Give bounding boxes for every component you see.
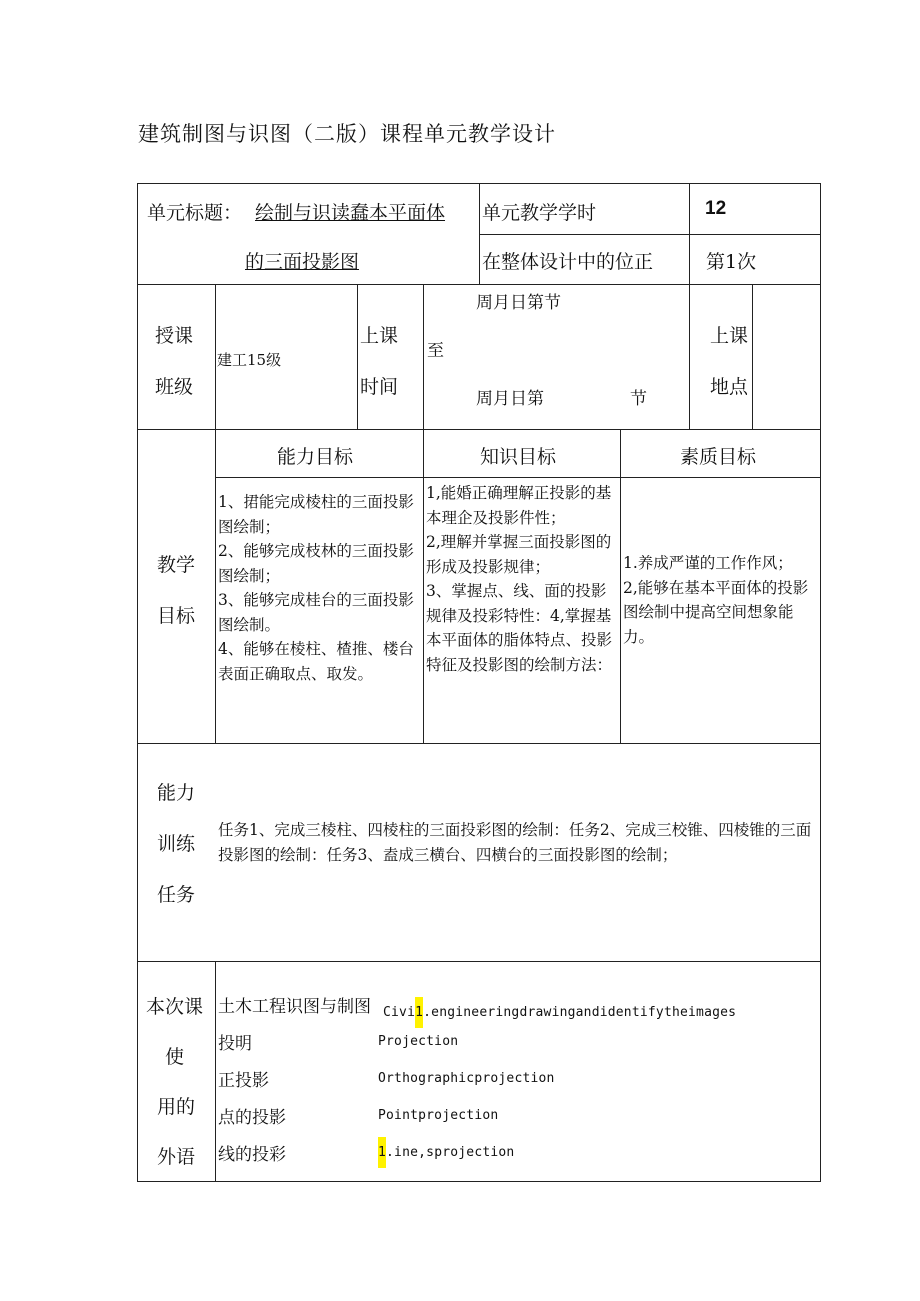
unit-position-value: 第1次 [706,251,757,273]
training-label-line2: 训练 [157,833,196,855]
term-en: Orthographicprojection [378,1071,555,1086]
class-value: 建工15级 [217,351,282,369]
unit-title-label: 单元标题： [147,202,243,224]
term-en: 1.ine,sprojection [378,1137,514,1168]
place-label-line2: 地点 [710,376,749,398]
ability-header: 能力目标 [277,446,354,468]
term-en: Civi1.engineeringdrawingandidentifytheimages [383,997,736,1028]
unit-hours-label: 单元教学学时 [482,202,597,224]
unit-title-line2: 的三面投影图 [245,251,360,273]
page-title: 建筑制图与识图（二版）课程单元教学设计 [138,122,556,146]
term-zh: 正投影 [218,1071,269,1091]
term-en: Pointprojection [378,1108,499,1123]
time-line2: 至 [427,341,444,361]
time-line3a: 周月日第 [476,389,544,409]
training-label-line3: 任务 [157,884,196,906]
training-text: 任务1、完成三棱柱、四棱柱的三面投彩图的绘制：任务2、完成三校锥、四棱锥的三面投影图的绘制：任务3、盍成三横台、四横台的三面投影图的绘制； [218,821,812,864]
term-zh: 投明 [218,1034,252,1054]
terms-label-line4: 外语 [157,1146,196,1168]
goals-label-line1: 教学 [157,554,196,576]
training-label-line1: 能力 [157,782,196,804]
ability-goals-text: 1、捃能完成棱柱的三面投影图绘制； 2、能够完成枝林的三面投影图绘制； 3、能够完成桂台的三面投影图绘制。 4、能够在棱柱、楂推、楼台表面正确取点、取发。 [218,493,414,683]
term-zh: 点的投影 [218,1108,286,1128]
terms-label-line3: 用的 [157,1096,196,1118]
knowledge-goals-text: 1,能婚正确理解正投影的基本理企及投影件性； 2,理解并掌握三面投影图的形成及投影规律； 3、掌握点、线、面的投影规律及投彩特性：4,掌握基本平面体的脂体特点、投影特征及投影图的绘制方法： [426,484,613,674]
goals-label-line2: 目标 [157,605,196,627]
unit-hours-value: 12 [705,198,727,219]
quality-header: 素质目标 [680,446,757,468]
time-line1: 周月日第节 [476,293,561,313]
class-label-line2: 班级 [155,376,194,398]
term-en: Projection [378,1034,459,1049]
knowledge-header: 知识目标 [480,446,557,468]
term-zh: 线的投彩 [218,1145,286,1165]
term-zh: 土木工程识图与制图 [218,997,371,1017]
time-label-line2: 时间 [360,376,399,398]
quality-goals-text: 1.养成严谨的工作作风； 2,能够在基本平面体的投影图绘制中提高空间想象能力。 [623,554,809,646]
terms-label-line2: 使 [165,1046,185,1068]
class-label-line1: 授课 [155,325,194,347]
time-line3b: 节 [630,389,647,409]
unit-title-line1: 绘制与识读蠢本平面体 [255,202,446,224]
terms-label-line1: 本次课 [146,996,204,1018]
time-label-line1: 上课 [360,325,399,347]
place-label-line1: 上课 [710,325,749,347]
unit-position-label: 在整体设计中的位正 [482,251,654,273]
